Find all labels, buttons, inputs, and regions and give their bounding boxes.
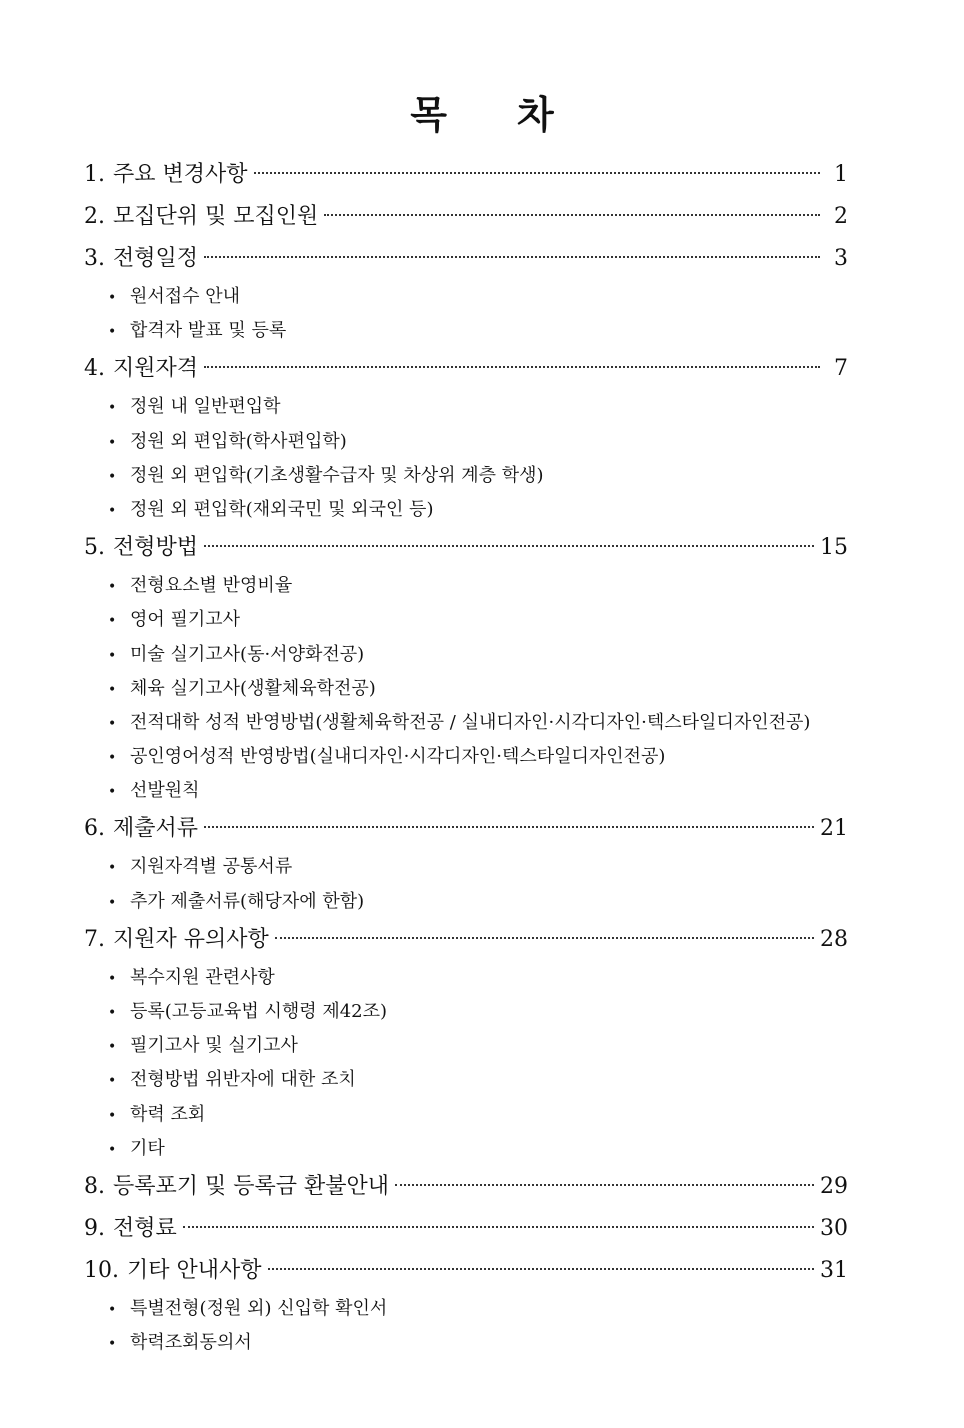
dot-leader xyxy=(275,937,814,939)
toc-subitem[interactable] xyxy=(84,390,848,424)
dot-leader xyxy=(204,366,820,368)
bullet-icon: • xyxy=(108,1073,117,1090)
toc-entry-label: 전형료 xyxy=(113,1215,177,1241)
toc-entry-number: 2. xyxy=(84,204,105,229)
toc-entry-page-number: 29 xyxy=(820,1173,848,1199)
toc-subitem-label: 특별전형(정원 외) 신입학 확인서 xyxy=(130,1297,388,1319)
dot-leader xyxy=(204,826,814,828)
bullet-icon: • xyxy=(108,970,117,987)
bullet-icon: • xyxy=(108,1107,117,1124)
toc-subitem[interactable] xyxy=(84,672,848,706)
toc-entry[interactable] xyxy=(84,527,848,569)
toc-entry-number: 1. xyxy=(84,162,105,187)
toc-subitem[interactable] xyxy=(84,603,848,637)
bullet-icon: • xyxy=(108,647,117,664)
toc-entry[interactable] xyxy=(84,1166,848,1208)
toc-subitem[interactable] xyxy=(84,493,848,527)
bullet-icon: • xyxy=(108,784,117,801)
toc-subitem[interactable] xyxy=(84,1132,848,1166)
toc-subitem-label: 필기고사 및 실기고사 xyxy=(130,1035,298,1057)
toc-entry-number: 8. xyxy=(84,1173,105,1199)
toc-subitem-label: 복수지원 관련사항 xyxy=(130,966,275,988)
dot-leader xyxy=(254,172,820,174)
toc-entry-number: 10. xyxy=(84,1257,119,1283)
toc-entry-label: 등록포기 및 등록금 환불안내 xyxy=(113,1173,390,1199)
title-char-1: 목 xyxy=(410,92,447,137)
toc-subitem[interactable] xyxy=(84,995,848,1029)
toc-subitem-label: 추가 제출서류(해당자에 한함) xyxy=(130,890,365,912)
toc-subitem-label: 정원 외 편입학(기초생활수급자 및 차상위 계층 학생) xyxy=(130,464,544,486)
toc-subitem[interactable] xyxy=(84,961,848,995)
bullet-icon: • xyxy=(108,1336,117,1353)
toc-entry-number: 4. xyxy=(84,356,105,382)
toc-subitem-label: 정원 외 편입학(재외국민 및 외국인 등) xyxy=(130,498,434,520)
toc-subitem-label: 영어 필기고사 xyxy=(130,609,241,631)
dot-leader xyxy=(183,1226,814,1228)
bullet-icon: • xyxy=(108,579,117,596)
toc-subitem[interactable] xyxy=(84,569,848,603)
bullet-icon: • xyxy=(108,1039,117,1056)
bullet-icon: • xyxy=(108,468,117,485)
toc-entry-page-number: 1 xyxy=(834,162,848,187)
toc-subitem[interactable] xyxy=(84,280,848,314)
toc-subitem-label: 등록(고등교육법 시행령 제42조) xyxy=(130,1001,388,1022)
toc-entry-label: 전형일정 xyxy=(113,246,199,271)
toc-subitem-label: 미술 실기고사(동·서양화전공) xyxy=(130,643,365,665)
toc-entry-page-number: 21 xyxy=(820,816,848,842)
toc-subitem[interactable] xyxy=(84,740,848,774)
toc-entry-number: 6. xyxy=(84,816,105,842)
toc-subitem-label: 전형방법 위반자에 대한 조치 xyxy=(130,1069,356,1091)
toc-entry[interactable] xyxy=(84,348,848,390)
dot-leader xyxy=(395,1184,814,1186)
toc-entry[interactable] xyxy=(84,1250,848,1292)
toc-entry[interactable] xyxy=(84,1208,848,1250)
toc-entry-page-number: 3 xyxy=(834,246,848,271)
toc-entry-page-number: 31 xyxy=(820,1257,848,1283)
toc-entry[interactable] xyxy=(84,196,848,238)
toc-subitem[interactable] xyxy=(84,885,848,919)
toc-subitem[interactable] xyxy=(84,1063,848,1097)
bullet-icon: • xyxy=(108,715,117,732)
toc-subitem[interactable] xyxy=(84,638,848,672)
toc-subitem[interactable] xyxy=(84,706,848,740)
title-char-2: 차 xyxy=(517,92,554,137)
toc-entry-page-number: 7 xyxy=(834,356,848,382)
toc-entry[interactable] xyxy=(84,154,848,196)
toc-subitem[interactable] xyxy=(84,459,848,493)
toc-entry-label: 지원자 유의사항 xyxy=(113,926,269,952)
dot-leader xyxy=(324,214,820,216)
toc-subitem[interactable] xyxy=(84,1292,848,1326)
toc-entry-label: 전형방법 xyxy=(113,535,199,561)
toc-subitem[interactable] xyxy=(84,850,848,884)
toc-subitem[interactable] xyxy=(84,774,848,808)
bullet-icon: • xyxy=(108,434,117,451)
toc-entry-label: 기타 안내사항 xyxy=(127,1257,262,1283)
toc-subitem-label: 학력조회동의서 xyxy=(130,1332,252,1354)
bullet-icon: • xyxy=(108,324,117,341)
bullet-icon: • xyxy=(108,860,117,877)
toc-subitem-label: 합격자 발표 및 등록 xyxy=(130,320,287,342)
dot-leader xyxy=(204,256,820,258)
toc-entry-number: 7. xyxy=(84,926,105,952)
toc-subitem[interactable] xyxy=(84,1326,848,1360)
toc-subitem-label: 기타 xyxy=(130,1137,165,1159)
toc-subitem[interactable] xyxy=(84,1098,848,1132)
dot-leader xyxy=(204,545,814,547)
bullet-icon: • xyxy=(108,750,117,767)
toc-subitem-label: 전적대학 성적 반영방법(생활체육학전공 / 실내디자인·시각디자인·텍스타일디자인전공) xyxy=(130,711,811,733)
toc-entry-page-number: 15 xyxy=(820,535,848,561)
toc-subitem-label: 정원 내 일반편입학 xyxy=(130,396,281,418)
toc-subitem-label: 선발원칙 xyxy=(130,780,200,802)
toc-entry-number: 3. xyxy=(84,246,105,271)
bullet-icon: • xyxy=(108,1301,117,1318)
bullet-icon: • xyxy=(108,1141,117,1158)
toc-entry[interactable] xyxy=(84,919,848,961)
bullet-icon: • xyxy=(108,400,117,417)
bullet-icon: • xyxy=(108,894,117,911)
toc-entry-number: 9. xyxy=(84,1215,105,1241)
toc-entry[interactable] xyxy=(84,808,848,850)
toc-entry-number: 5. xyxy=(84,535,105,561)
toc-entry-page-number: 2 xyxy=(834,204,848,229)
toc-subitem[interactable] xyxy=(84,425,848,459)
toc-entry-label: 주요 변경사항 xyxy=(113,162,248,187)
page-title xyxy=(0,84,964,139)
table-of-contents xyxy=(84,154,848,1360)
toc-subitem-label: 원서접수 안내 xyxy=(130,286,241,307)
bullet-icon: • xyxy=(108,1005,117,1021)
bullet-icon: • xyxy=(108,502,117,519)
bullet-icon: • xyxy=(108,681,117,698)
toc-subitem-label: 지원자격별 공통서류 xyxy=(130,856,293,878)
toc-entry-label: 모집단위 및 모집인원 xyxy=(113,204,319,229)
toc-entry-page-number: 30 xyxy=(820,1215,848,1241)
bullet-icon: • xyxy=(108,613,117,630)
toc-subitem-label: 체육 실기고사(생활체육학전공) xyxy=(130,677,376,699)
toc-subitem-label: 학력 조회 xyxy=(130,1103,206,1125)
toc-subitem-label: 정원 외 편입학(학사편입학) xyxy=(130,430,347,452)
toc-entry-label: 지원자격 xyxy=(113,356,199,382)
toc-entry[interactable] xyxy=(84,238,848,280)
toc-subitem-label: 공인영어성적 반영방법(실내디자인·시각디자인·텍스타일디자인전공) xyxy=(130,746,666,768)
toc-entry-page-number: 28 xyxy=(820,926,848,952)
bullet-icon: • xyxy=(108,290,117,306)
toc-subitem-label: 전형요소별 반영비율 xyxy=(130,575,293,597)
dot-leader xyxy=(268,1268,814,1270)
toc-subitem[interactable] xyxy=(84,1029,848,1063)
toc-entry-label: 제출서류 xyxy=(113,816,199,842)
toc-subitem[interactable] xyxy=(84,314,848,348)
